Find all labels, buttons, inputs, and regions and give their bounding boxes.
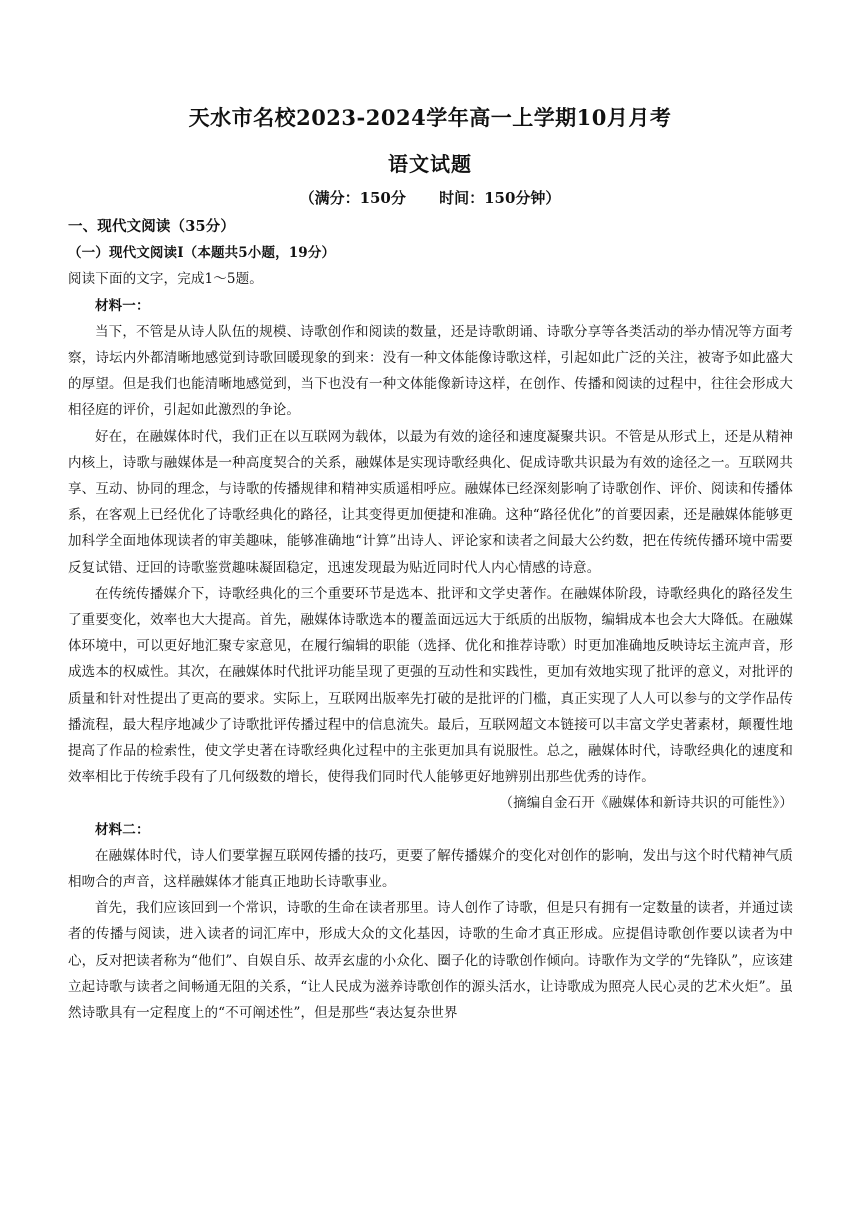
material-2-label: 材料二： (95, 821, 150, 838)
material-2-paragraph: 在融媒体时代，诗人们要掌握互联网传播的技巧，更要了解传播媒介的变化对创作的影响，发出与这个时代精神气质相吻合的声音，这样融媒体才能真正地助长诗歌事业。 (68, 847, 793, 891)
section-heading: 一、现代文阅读（35分） (68, 218, 235, 235)
exam-body (68, 214, 793, 1026)
exam-title: 天水市名校2023-2024学年高一上学期10月月考 (188, 105, 672, 130)
exam-subtitle: 语文试题 (388, 152, 472, 176)
material-1-paragraph: 在传统传播媒介下，诗歌经典化的三个重要环节是选本、批评和文学史著作。在融媒体阶段，诗歌经典化的路径发生了重要变化，效率也大大提高。首先，融媒体诗歌选本的覆盖面远远大于纸质的出版物，编辑成本也会大大降低。在融媒体环境中，可以更好地汇聚专家意见，在履行编辑的职能（选择、优化和推荐诗歌）时更加准确地反映诗坛主流声音，形成选本的权威性。其次，在融媒体时代批评功能呈现了更强的互动性和实践性，更加有效地实现了批评的意义，对批评的质量和针对性提出了更高的要求。实际上，互联网出版率先打破的是批评的门槛，真正实现了人人可以参与的文学作品传播流程，最大程序地减少了诗歌批评传播过程中的信息流失。最后，互联网超文本链接可以丰富文学史著素材，颠覆性地提高了作品的检索性，使文学史著在诗歌经典化过程中的主张更加具有说服性。总之，融媒体时代，诗歌经典化的速度和效率相比于传统手段有了几何级数的增长，使得我们同时代人能够更好地辨别出那些优秀的诗作。 (68, 585, 793, 786)
material-2-paragraph: 首先，我们应该回到一个常识，诗歌的生命在读者那里。诗人创作了诗歌，但是只有拥有一定数量的读者，并通过读者的传播与阅读，进入读者的词汇库中，形成大众的文化基因，诗歌的生命才真正形成。应提倡诗歌创作要以读者为中心，反对把读者称为“他们”、自娱自乐、故弄玄虚的小众化、圈子化的诗歌创作倾向。诗歌作为文学的“先锋队”，应该建立起诗歌与读者之间畅通无阻的关系，“让人民成为滋养诗歌创作的源头活水，让诗歌成为照亮人民心灵的艺术火炬”。虽然诗歌具有一定程度上的“不可阐述性”，但是那些“表达复杂世界 (68, 900, 793, 1022)
material-1-source: （摘编自金石开《融媒体和新诗共识的可能性》） (499, 795, 793, 812)
full-score: （满分：150分 (299, 189, 406, 207)
exam-meta (0, 187, 860, 208)
section-subheading: （一）现代文阅读Ⅰ（本题共5小题，19分） (68, 245, 336, 262)
material-1-paragraph: 好在，在融媒体时代，我们正在以互联网为载体，以最为有效的途径和速度凝聚共识。不管是从形式上，还是从精神内核上，诗歌与融媒体是一种高度契合的关系，融媒体是实现诗歌经典化、促成诗歌共识最为有效的途径之一。互联网共享、互动、协同的理念，与诗歌的传播规律和精神实质遥相呼应。融媒体已经深刻影响了诗歌创作、评价、阅读和传播体系，在客观上已经优化了诗歌经典化的路径，让其变得更加便捷和准确。这种“路径优化”的首要因素，还是融媒体能够更加科学全面地体现读者的审美趣味，能够准确地“计算”出诗人、评论家和读者之间最大公约数，把在传统传播环境中需要反复试错、迂回的诗歌鉴赏趣味凝固稳定，迅速发现最为贴近同时代人内心情感的诗意。 (68, 428, 793, 576)
instruction: 阅读下面的文字，完成1～5题。 (68, 271, 263, 288)
exam-time: 时间：150分钟） (439, 189, 561, 207)
material-1-label: 材料一： (95, 297, 150, 314)
material-1-paragraph: 当下，不管是从诗人队伍的规模、诗歌创作和阅读的数量，还是诗歌朗诵、诗歌分享等各类活动的举办情况等方面考察，诗坛内外都清晰地感觉到诗歌回暖现象的到来：没有一种文体能像诗歌这样，引起如此广泛的关注，被寄予如此盛大的厚望。但是我们也能清晰地感觉到，当下也没有一种文体能像新诗这样，在创作、传播和阅读的过程中，往往会形成大相径庭的评价，引起如此激烈的争论。 (68, 323, 793, 419)
